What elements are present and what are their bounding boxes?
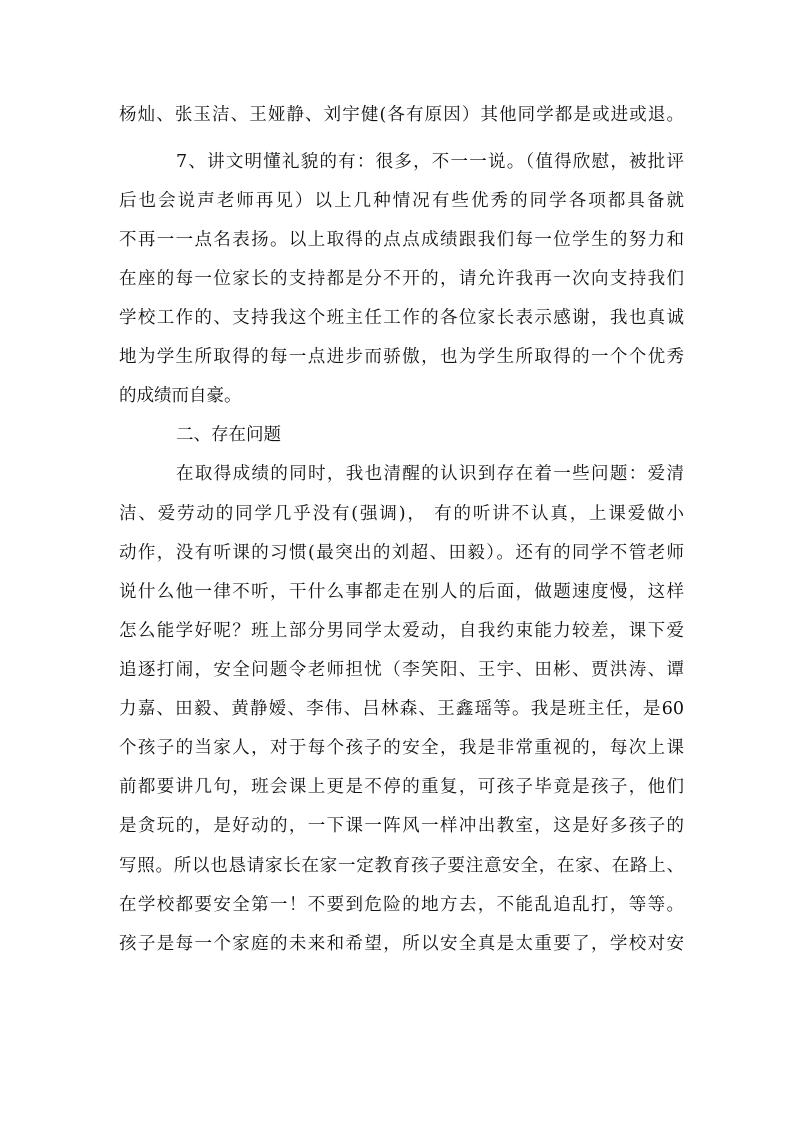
paragraph-line-2: 7、讲文明懂礼貌的有：很多，不一一说。（值得欣慰，被批评: [176, 152, 684, 172]
paragraph-line-21: 在学校都要安全第一！不要到危险的地方去，不能乱追乱打，等等。: [119, 895, 684, 915]
paragraph-line-22: 孩子是每一个家庭的未来和希望，所以安全真是太重要了，学校对安: [119, 934, 684, 954]
paragraph-line-8: 的成绩而自豪。: [119, 386, 242, 406]
paragraph-line-20: 写照。所以也恳请家长在家一定教育孩子要注意安全，在家、在路上、: [119, 856, 684, 876]
paragraph-line-13: 说什么他一律不听，干什么事都走在别人的后面，做题速度慢，这样: [119, 582, 684, 602]
paragraph-line-4: 不再一一点名表扬。以上取得的点点成绩跟我们每一位学生的努力和: [119, 230, 684, 250]
paragraph-line-3: 后也会说声老师再见）以上几种情况有些优秀的同学各项都具备就: [119, 191, 684, 211]
paragraph-line-16: 力嘉、田毅、黄静嫒、李伟、吕林森、王鑫瑶等。我是班主任，是60: [119, 699, 684, 719]
paragraph-line-11: 洁、爱劳动的同学几乎没有(强调)， 有的听讲不认真，上课爱做小: [119, 504, 684, 524]
paragraph-line-14: 怎么能学好呢？班上部分男同学太爱动，自我约束能力较差，课下爱: [119, 621, 684, 641]
paragraph-line-17: 个孩子的当家人，对于每个孩子的安全，我是非常重视的，每次上课: [119, 738, 684, 758]
paragraph-line-19: 是贪玩的，是好动的，一下课一阵风一样冲出教室，这是好多孩子的: [119, 816, 684, 836]
paragraph-line-12: 动作，没有听课的习惯(最突出的刘超、田毅）。还有的同学不管老师: [119, 543, 684, 563]
section-heading: 二、存在问题: [176, 425, 281, 445]
paragraph-line-15: 追逐打闹，安全问题令老师担忧（李笑阳、王宇、田彬、贾洪涛、谭: [119, 660, 684, 680]
paragraph-line-7: 地为学生所取得的每一点进步而骄傲，也为学生所取得的一个个优秀: [119, 347, 684, 367]
paragraph-line-6: 学校工作的、支持我这个班主任工作的各位家长表示感谢，我也真诚: [119, 308, 684, 328]
paragraph-line-10: 在取得成绩的同时，我也清醒的认识到存在着一些问题：爱清: [176, 464, 684, 484]
paragraph-line-5: 在座的每一位家长的支持都是分不开的，请允许我再一次向支持我们: [119, 269, 684, 289]
paragraph-line-18: 前都要讲几句，班会课上更是不停的重复，可孩子毕竟是孩子，他们: [119, 777, 684, 797]
paragraph-line-1: 杨灿、张玉洁、王娅静、刘宇健(各有原因）其他同学都是或进或退。: [119, 105, 684, 125]
